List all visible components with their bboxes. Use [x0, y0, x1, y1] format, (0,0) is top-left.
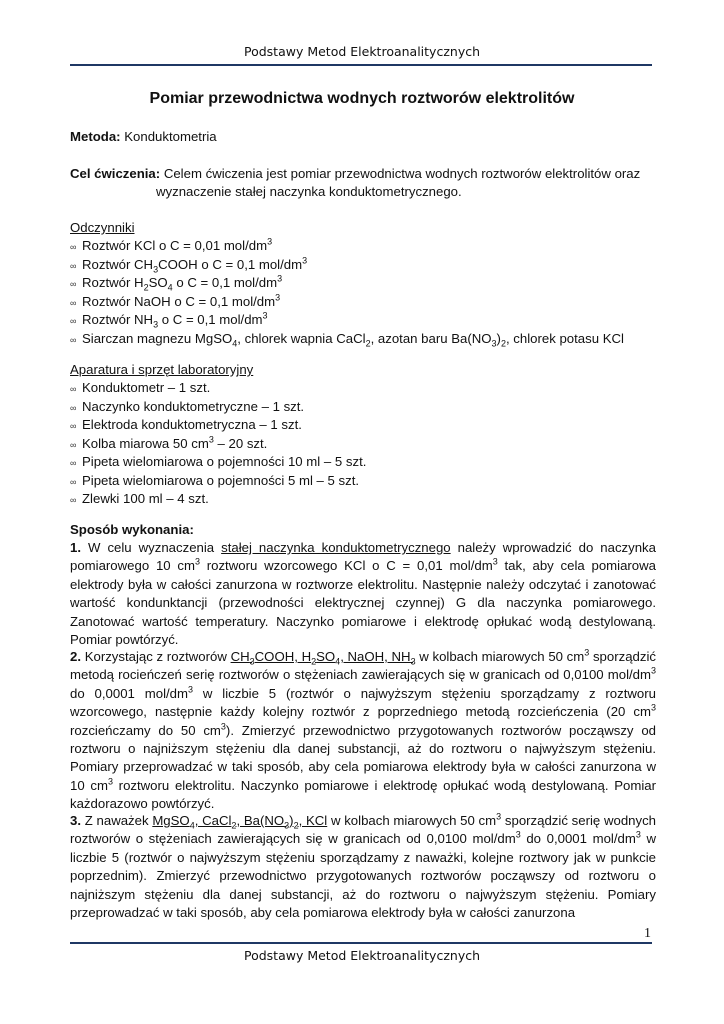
step-2-text: Korzystając z roztworów $CH_3COOH$, $H_2SO_4$, NaOH, $NH_3$ w kolbach miarowych 50 $cm^3$ sporządzić metodą rocieńczeń serię roztworów o stężeniach zawierających się w granicach od 0,0100 mol/$dm^3$ do 0,0001 mol/$dm^3$ w liczbie 5 (roztwór o najwyższym stężeniu sporządzamy z roztworu wzorcowego, następnie każdy kolejny roztwór z poprzedniego metodą rozcieńczenia (20 $cm^3$ rozcieńczamy do 50 $cm^3$). Zmierzyć przewodnictwo przygotowanych roztworów począwszy od roztworu o najniższym stężeniu dla danej substancji, aż do roztworu o najwyższym stężeniu. Pomiary przeprowadzać w taki sposób, aby cela pomiarowa elektrody była w całości zanurzona w 10 $cm^3$ roztworu elektrolitu. Naczynko pomiarowe i elektrodę opłukać wodą destylowaną. Pomiar każdorazowo powtórzyć. — [70, 647, 656, 812]
aparatura-item — [70, 435, 267, 454]
cel-text-2: wyznaczenie stałej naczynka konduktometrycznego. — [156, 184, 462, 199]
aparatura-item-text: Pipeta wielomiarowa o pojemności 10 ml – 5 szt. — [82, 454, 367, 469]
page-footer: Podstawy Metod Elektroanalitycznych — [243, 948, 481, 963]
header-rule — [70, 64, 652, 66]
odczynnik-item-text: Siarczan magnezu MgSO$_4$, chlorek wapnia CaCl$_2$, azotan baru $Ba(NO_3)_2$, chlorek potasu KCl — [82, 330, 624, 349]
odczynniki-heading: Odczynniki — [70, 220, 135, 235]
odczynnik-item — [70, 293, 280, 312]
aparatura-item-text: Naczynko konduktometryczne – 1 szt. — [82, 398, 305, 414]
step-1 — [70, 539, 656, 649]
page-header: Podstawy Metod Elektroanalitycznych — [243, 44, 481, 59]
aparatura-item — [70, 453, 366, 472]
page-number: 1 — [644, 926, 651, 941]
bullet-icon: ∞ — [70, 297, 77, 308]
odczynnik-item — [70, 274, 282, 293]
aparatura-heading: Aparatura i sprzęt laboratoryjny — [70, 362, 254, 377]
step-2-num: 2. — [70, 649, 81, 664]
bullet-icon: ∞ — [70, 279, 77, 289]
cel-label: Cel ćwiczenia: — [70, 166, 161, 181]
odczynnik-item-text: Roztwór NaOH o C = 0,1 mol/$dm^3$ — [82, 292, 281, 309]
step-3-num: 3. — [70, 813, 81, 828]
aparatura-item-text: Konduktometr – 1 szt. — [82, 380, 211, 395]
bullet-icon: ∞ — [70, 439, 77, 450]
aparatura-item-text: Pipeta wielomiarowa o pojemności 5 ml – 5 szt. — [82, 472, 360, 488]
step-2 — [70, 648, 656, 814]
odczynnik-item-text: Roztwór KCl o C = 0,01 mol/$dm^3$ — [82, 236, 273, 253]
cel-line — [70, 165, 640, 183]
step-1-num: 1. — [70, 540, 81, 555]
aparatura-item — [70, 379, 210, 398]
bullet-icon: ∞ — [70, 334, 77, 345]
bullet-icon: ∞ — [70, 421, 77, 431]
odczynnik-item — [70, 330, 624, 349]
aparatura-item-text: Zlewki 100 ml – 4 szt. — [82, 491, 209, 506]
aparatura-item — [70, 472, 359, 491]
bullet-icon: ∞ — [70, 458, 77, 468]
aparatura-item-text: Kolba miarowa 50 $cm^3 - 20$ szt. — [82, 434, 268, 451]
bullet-icon: ∞ — [70, 242, 77, 252]
bullet-icon: ∞ — [70, 316, 77, 326]
sposob-heading: Sposób wykonania: — [70, 522, 194, 537]
odczynnik-item — [70, 256, 307, 275]
bullet-icon: ∞ — [70, 260, 77, 271]
aparatura-item — [70, 416, 302, 435]
footer-rule — [70, 942, 652, 944]
odczynnik-item — [70, 311, 268, 330]
bullet-icon: ∞ — [70, 495, 77, 505]
odczynnik-item-text: Roztwór $CH_3COOH$ o C = 0,1 mol/$dm^3$ — [82, 255, 308, 275]
metoda-value: Konduktometria — [124, 129, 217, 144]
odczynnik-item-text: Roztwór $NH_3$ o C = 0,1 mol/$dm^3$ — [82, 310, 268, 330]
cel-text-1: Celem ćwiczenia jest pomiar przewodnictwa wodnych roztworów elektrolitów oraz — [163, 166, 641, 181]
odczynnik-item-text: Roztwór $H_2SO_4$ o C = 0,1 mol/$dm^3$ — [82, 273, 283, 293]
step-1-text: W celu wyznaczenia stałej naczynka konduktometrycznego należy wprowadzić do naczynka pomiarowego 10 $cm^3$ roztworu wzorcowego KCl o C = 0,01 mol/$dm^3$ tak, aby cela pomiarowa elektrody była w całości zanurzona w roztworze elektrolitu. Następnie należy odczytać i zanotować wartość kondunktancji (przewodności elektrycznej czynnej) G dla naczynka pomiarowego. Zanotować wartość temperatury. Naczynko pomiarowe i elektrodę opłukać wodą destylowaną. Pomiar powtórzyć. — [70, 540, 656, 648]
bullet-icon: ∞ — [70, 402, 77, 413]
metoda-line — [70, 128, 217, 146]
odczynnik-item — [70, 237, 272, 256]
aparatura-item — [70, 398, 304, 417]
step-3 — [70, 812, 656, 922]
document-title: Pomiar przewodnictwa wodnych roztworów elektrolitów — [149, 90, 575, 107]
metoda-label: Metoda: — [70, 129, 121, 144]
aparatura-item — [70, 490, 209, 509]
aparatura-item-text: Elektroda konduktometryczna – 1 szt. — [82, 417, 302, 432]
bullet-icon: ∞ — [70, 384, 77, 394]
bullet-icon: ∞ — [70, 476, 77, 487]
step-3-text: Z naważek MgSO$_4$, CaCl$_2$, $Ba(NO_3)_2$, KCl w kolbach miarowych 50 $cm^3$ sporządzić serię wodnych roztworów o stężeniach zawierających się w granicach od 0,0100 mol/$dm^3$ do 0,0001 mol/$dm^3$ w liczbie 5 (roztwór o najwyższym stężeniu sporządzamy z naważki, kolejne roztwory jak w punkcie poprzednim). Zmierzyć przewodnictwo przygotowanych roztworów począwszy od roztworu o najniższym stężeniu dla danej substancji, aż do roztworu o najwyższym stężeniu. Pomiary przeprowadzać w taki sposób, aby cela pomiarowa elektrody była w całości zanurzona — [70, 811, 657, 921]
